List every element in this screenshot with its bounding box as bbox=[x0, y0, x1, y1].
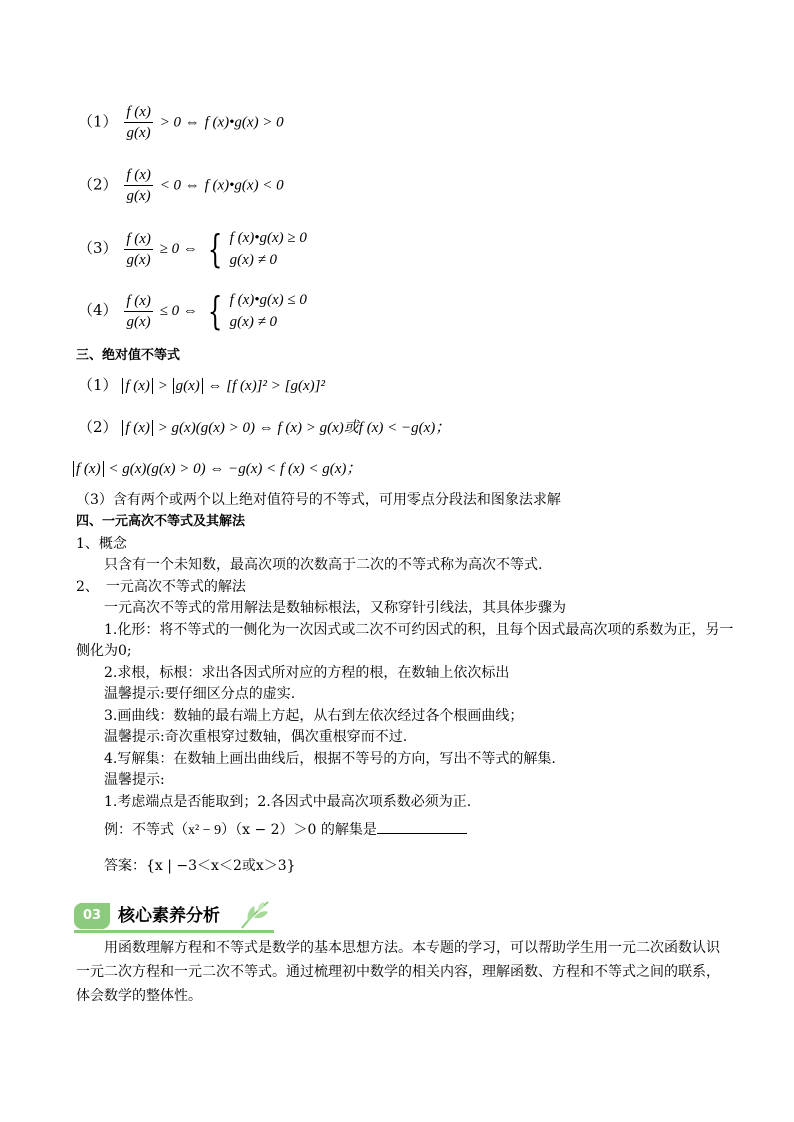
step-1-cont: 侧化为0; bbox=[76, 643, 132, 659]
cases: f (x)•g(x) ≥ 0 g(x) ≠ 0 bbox=[229, 230, 307, 268]
tip-2: 温馨提示:奇次重根穿过数轴，偶次重根穿而不过. bbox=[104, 729, 408, 745]
formula-label: （1） bbox=[78, 112, 118, 131]
method-title: 2、 一元高次不等式的解法 bbox=[76, 579, 246, 595]
tip-3: 温馨提示: bbox=[104, 772, 165, 788]
answer: 答案：{x | −3＜x＜2或x＞3} bbox=[104, 858, 296, 874]
formula-1 bbox=[78, 103, 284, 142]
formula-label: （3） bbox=[78, 239, 118, 257]
section-heading-high: 四、一元高次不等式及其解法 bbox=[76, 514, 246, 529]
step-3: 3.画曲线：数轴的最右端上方起，从右到左依次经过各个根画曲线； bbox=[104, 708, 524, 724]
cases: f (x)•g(x) ≤ 0 g(x) ≠ 0 bbox=[229, 292, 307, 330]
tip-1: 温馨提示:要仔细区分点的虚实. bbox=[104, 686, 296, 702]
section-title: 核心素养分析 bbox=[118, 906, 220, 926]
section-underline bbox=[74, 930, 274, 933]
concept-title: 1、概念 bbox=[76, 536, 127, 552]
formula-4 bbox=[78, 289, 307, 333]
tip-3-text: 1.考虑端点是否能取到；2.各因式中最高次项系数必须为正. bbox=[104, 794, 472, 810]
fraction: $\frac{f (x)}{g(x)}$ bbox=[126, 167, 151, 204]
operator: > 0 ⇔ bbox=[159, 114, 200, 131]
abs-line-1: （1） f (x) > g(x) ⇔ [f (x)]² > [g(x)]² bbox=[78, 376, 325, 394]
example: 例：不等式（x² − 9）（x − 2）＞0 的解集是 bbox=[104, 819, 467, 840]
brace: { bbox=[207, 289, 223, 333]
formula-label: （4） bbox=[78, 301, 118, 319]
step-1: 1.化形：将不等式的一侧化为一次因式或二次不可约因式的积，且每个因式最高次项的系数为正，另一 bbox=[104, 622, 734, 638]
step-2: 2.求根，标根：求出各因式所对应的方程的根，在数轴上依次标出 bbox=[104, 665, 510, 681]
abs-line-4: （3）含有两个或两个以上绝对值符号的不等式，可用零点分段法和图象法求解 bbox=[76, 492, 561, 508]
formula-label: （2） bbox=[78, 175, 118, 194]
abs-line-3: f (x) < g(x)(g(x) > 0) ⇔ −g(x) < f (x) < g(x)； bbox=[73, 459, 361, 478]
fraction: $\frac{f (x)}{g(x)}$ bbox=[126, 104, 151, 141]
formula-3 bbox=[78, 227, 307, 271]
section-heading-abs: 三、绝对值不等式 bbox=[76, 348, 181, 363]
formula-2 bbox=[78, 166, 284, 205]
formula-rhs: f (x)•g(x) > 0 bbox=[204, 114, 284, 131]
section-badge: 03 bbox=[74, 903, 110, 929]
brace: { bbox=[207, 227, 223, 271]
fraction: $\frac{f (x)}{g(x)}$ bbox=[126, 292, 151, 330]
answer-blank bbox=[377, 819, 467, 834]
step-4: 4.写解集：在数轴上画出曲线后，根据不等号的方向，写出不等式的解集. bbox=[104, 751, 556, 767]
leaf-icon bbox=[238, 900, 272, 930]
concept-text: 只含有一个未知数，最高次项的次数高于二次的不等式称为高次不等式. bbox=[104, 557, 543, 573]
operator: < 0 ⇔ bbox=[159, 177, 200, 194]
formula-rhs: f (x)•g(x) < 0 bbox=[204, 177, 284, 194]
operator: ≤ 0 ⇔ bbox=[159, 303, 198, 319]
method-intro: 一元高次不等式的常用解法是数轴标根法，又称穿针引线法，其具体步骤为 bbox=[104, 600, 566, 616]
abs-line-2: （2） f (x) > g(x)(g(x) > 0) ⇔ f (x) > g(x)或f (x) < −g(x)； bbox=[78, 418, 451, 436]
section-paragraph: 用函数理解方程和不等式是数学的基本思想方法。本专题的学习，可以帮助学生用一元二次函数认识 一元二次方程和一元二次不等式。通过梳理初中数学的相关内容，理解函数、方程和不等式之间的联系， 体会数学的整体性。 bbox=[76, 940, 720, 1004]
operator: ≥ 0 ⇔ bbox=[159, 241, 198, 257]
fraction: $\frac{f (x)}{g(x)}$ bbox=[126, 230, 151, 268]
